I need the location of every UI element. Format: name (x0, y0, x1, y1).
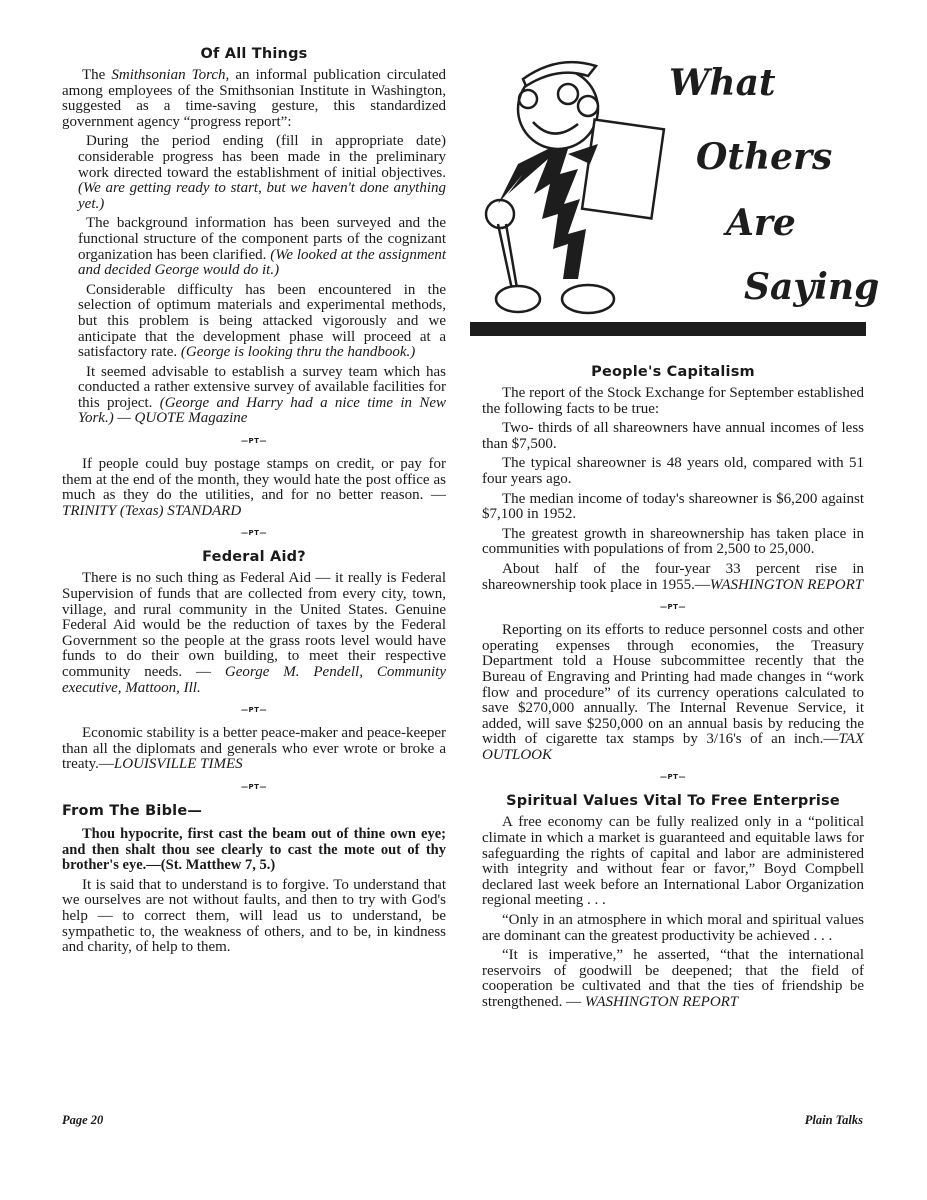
source: TRINITY (Texas) STANDARD (62, 502, 242, 519)
text: The (82, 67, 112, 83)
page-number: Page 20 (62, 1113, 104, 1127)
text: an informal publication circulated among employees of the Smithsonian Institute in Washington, suggested as a time-saving gesture, this standardized government agency “progress report”: (62, 67, 446, 130)
paragraph: The report of the Stock Exchange for September established the following facts to be true: (482, 385, 864, 417)
intro-paragraph (62, 68, 446, 130)
text: During the period ending (fill in appropriate date) considerable progress has been made in the preliminary work directed toward the establishment of initial objectives. (78, 133, 446, 181)
cartoon-mascot-illustration (468, 44, 678, 324)
separator: —PT— (241, 706, 267, 715)
paragraph: The greatest growth in shareownership has taken place in communities with populations of from 2,500 to 25,000. (482, 525, 864, 558)
paragraph: A free economy can be fully realized only in a “political climate in which a market is guaranteed and equitable laws for safeguarding the rights of capital and labor are administered with integrity and without fear or favor,” Boyd Compbell declared last week before an International Labor Organization regional meeting . . . (482, 814, 864, 909)
text: Reporting on its efforts to reduce personnel costs and other operating expenses through economies, the Treasury Department told a House subcommittee recently that the Bureau of Engraving and Printing had made changes in “work flow and procedure” of its currency operations calculated to save $270,000 annually. The Internal Revenue Service, it added, will save $250,000 on an annual basis by reducing the width of cigarette tax stamps by 3/16's of an inch.— (482, 622, 864, 748)
paragraph: Two- thirds of all shareowners have annual incomes of less than $7,500. (482, 420, 864, 452)
banner-rule (470, 322, 866, 336)
economic-paragraph (62, 726, 446, 773)
separator: —PT— (660, 603, 686, 612)
heading-peoples-capitalism: People's Capitalism (591, 364, 755, 380)
postage-paragraph (62, 457, 446, 519)
banner-word: What (669, 62, 776, 104)
text: About half of the four-year 33 percent rise in shareownership took place in 1955.— (482, 560, 864, 593)
text: Economic stability is a better peace-maker and peace-keeper than all the diplomats and generals who ever wrote or broke a treaty.— (62, 725, 446, 773)
source: WASHINGTON REPORT (709, 576, 864, 593)
aside: (We looked at the assignment and decided George would do it.) (78, 246, 446, 279)
aside: (George and Harry had a nice time in New York.) — QUOTE Magazine (78, 394, 447, 427)
source: George M. Pendell, Community executive, Mattoon, Ill. (62, 664, 447, 696)
right-column (482, 0, 880, 1015)
source: TAX OUTLOOK (482, 731, 864, 763)
text: If people could buy postage stamps on credit, or pay for them at the end of the month, they would hate the post office as much as they do the utilities, and for no better reason. — (62, 456, 446, 504)
separator: —PT— (660, 773, 686, 782)
paragraph (482, 562, 864, 593)
aside: (We are getting ready to start, but we haven't done anything yet.) (78, 180, 446, 212)
text: The background information has been surveyed and the functional structure of the component parts of the cognizant organization has been clarified. (78, 215, 446, 263)
banner-word: Others (696, 136, 833, 178)
heading-spiritual-values: Spiritual Values Vital To Free Enterprise (506, 793, 840, 810)
text: There is no such thing as Federal Aid — it really is Federal Supervision of funds that are collected from every city, town, village, and rural community in the United States. Genuine Federal Aid would be the reduction of taxes by the Federal Government so the people at the grass roots level would have funds to do their own building, to meet their respective community needs. — (62, 570, 446, 680)
source: WASHINGTON REPORT (584, 994, 739, 1010)
paragraph (482, 948, 864, 1010)
left-column (62, 0, 446, 960)
what-others-are-saying-banner (464, 44, 880, 336)
bible-verse: Thou hypocrite, first cast the beam out of thine own eye; and then shalt thou see clearly to cast the mote out of thy brother's eye.—(St. Matthew 7, 5.) (62, 825, 446, 874)
heading-from-the-bible: From The Bible— (62, 802, 203, 819)
bible-paragraph: It is said that to understand is to forgive. To understand that we ourselves are not without faults, and then to try with God's help — to correct them, will lead us to understand, be sympathetic to, the weakness of others, and to be, in kindness and charity, of help to them. (62, 876, 446, 956)
text: “It is imperative,” he asserted, “that the international reservoirs of goodwill be deepened; that the field of cooperation be cultivated and that the ties of friendship be strengthened. — (482, 947, 864, 1010)
text: Considerable difficulty has been encountered in the selection of optimum materials and experimental methods, but this problem is being attacked vigorously and we anticipate that the development phase will proceed at a satisfactory rate. (78, 281, 446, 361)
paragraph: The typical shareowner is 48 years old, compared with 51 four years ago. (482, 455, 864, 487)
text: It seemed advisable to establish a survey team which has conducted a rather extensive survey of available facilities for this project. (78, 363, 446, 411)
report-paragraph (78, 365, 446, 427)
banner-word: Are (726, 202, 796, 244)
separator: —PT— (241, 437, 267, 446)
federal-aid-paragraph (62, 571, 446, 696)
treasury-paragraph (482, 623, 864, 763)
heading-federal-aid: Federal Aid? (202, 549, 306, 566)
heading-of-all-things: Of All Things (200, 46, 308, 62)
paragraph: The median income of today's shareowner is $6,200 against $7,100 in 1952. (482, 490, 864, 523)
source: LOUISVILLE TIMES (113, 756, 243, 773)
separator: —PT— (241, 529, 267, 538)
publication-name: Smithsonian Torch, (111, 67, 230, 83)
report-paragraph (78, 283, 446, 361)
publication-footer: Plain Talks (804, 1113, 863, 1127)
report-paragraph (78, 134, 446, 212)
paragraph: “Only in an atmosphere in which moral and spiritual values are dominant can the greatest productivity be achieved . . . (482, 912, 864, 944)
report-paragraph (78, 216, 446, 278)
separator: —PT— (241, 782, 267, 791)
banner-word: Saying (744, 266, 880, 308)
aside: (George is looking thru the handbook.) (180, 344, 416, 361)
